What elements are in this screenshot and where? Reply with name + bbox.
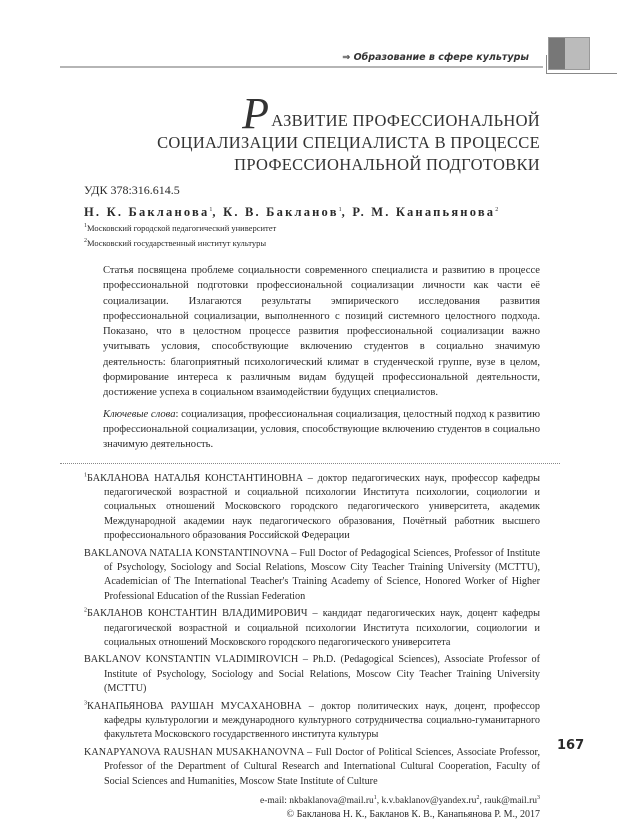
author-bios xyxy=(84,472,540,790)
bio-text: КАНАПЬЯНОВА РАУШАН МУСАХАНОВНА – доктор политических наук, доцент, профессор кафедры культурологии и международного культурного сотрудничества социально-гуманитарного факультета Московского государственного института культуры xyxy=(87,700,540,741)
section-header: ⇒ Образование в сфере культуры xyxy=(342,52,529,63)
author-name: К. В. Бакланов xyxy=(223,205,339,219)
author-bio xyxy=(84,700,540,743)
author-bio xyxy=(84,607,540,650)
aff-sup: 1 xyxy=(84,223,87,230)
author-sup: 1 xyxy=(209,206,213,213)
bio-text: BAKLANOVA NATALIA KONSTANTINOVNA – Full Doctor of Pedagogical Sciences, Professor of Institute of Psychology, Sociology and Social Relations, Moscow City Teacher Training University (MCTTU), Academician of The International Teacher's Training Academy of Science, Honored Worker of Higher Professional Education of the Russian Federation xyxy=(84,547,540,602)
title-line-2: СОЦИАЛИЗАЦИИ СПЕЦИАЛИСТА В ПРОЦЕССЕ xyxy=(157,133,540,152)
keywords-label: Ключевые слова xyxy=(103,408,176,420)
emails: e-mail: $nkbaklanova@mail.ru^1$, $k.v.baklanov@yandex.ru^2$, $rauk@mail.ru^3$ xyxy=(260,794,540,807)
email-link[interactable]: rauk@mail.ru xyxy=(484,796,537,807)
bio-sup: 1 xyxy=(84,472,87,479)
title-initial: Р xyxy=(242,89,270,138)
article-body xyxy=(84,182,540,822)
title-line-1 xyxy=(84,89,540,138)
aff-text: Московский городской педагогический университет xyxy=(87,223,277,233)
bio-text: БАКЛАНОВА НАТАЛЬЯ КОНСТАНТИНОВНА – доктор педагогических наук, профессор кафедры педагогической возрастной и социальной психологии Института психологии, социологии и социальных отношений Московского городского педагогического университета, академик Международной академии наук педагогического образования, Почётный работник высшего профессионального образования Российской Федерации xyxy=(87,472,540,542)
author-bio xyxy=(84,746,540,789)
authors: Н. К. Бакланова$^1$, К. В. Бакланов$^1$, Р. М. Канапьянова$^2$ xyxy=(84,205,499,219)
column-logo-icon xyxy=(548,37,590,70)
bio-sup: 3 xyxy=(84,700,87,707)
dotted-divider xyxy=(60,463,560,464)
article-title xyxy=(84,89,540,176)
bio-text: БАКЛАНОВ КОНСТАНТИН ВЛАДИМИРОВИЧ – кандидат педагогических наук, доцент кафедры педагогической возрастной и социальной психологии Института психологии, социологии и социальных отношений Московского городского педагогического университета xyxy=(87,608,540,649)
email-prefix: e-mail: xyxy=(260,796,290,807)
email-link[interactable]: k.v.baklanov@yandex.ru xyxy=(381,796,477,807)
author-sup: 2 xyxy=(495,206,499,213)
author-sup: 1 xyxy=(338,206,342,213)
author-name: Р. М. Канапьянова xyxy=(352,205,496,219)
author-bio xyxy=(84,547,540,605)
title-line-1-text: АЗВИТИЕ ПРОФЕССИОНАЛЬНОЙ xyxy=(271,111,540,130)
email-sup: 1 xyxy=(373,794,377,801)
copyright: © Бакланова Н. К., Бакланов К. В., Канапьянова Р. М., 2017 xyxy=(286,809,540,821)
page-number: 167 xyxy=(557,738,585,753)
affiliation xyxy=(84,221,540,236)
keywords-text: : социализация, профессиональная социализация, целостный подход к развитию профессиональной социализации, условия, способствующие включению студентов в социально значимую деятельность. xyxy=(103,408,540,451)
author-bio xyxy=(84,653,540,696)
aff-sup: 2 xyxy=(84,238,87,245)
aff-text: Московский государственный институт культуры xyxy=(87,238,267,248)
udk-code: УДК 378:316.614.5 xyxy=(84,183,180,197)
email-link[interactable]: nkbaklanova@mail.ru xyxy=(289,796,374,807)
bio-text: KANAPYANOVA RAUSHAN MUSAKHANOVNA – Full Doctor of Political Sciences, Associate Professor, Professor of the Department of Cultural Research and International Cultural Cooperation, Faculty of Social Sciences and Humanities, Moscow State Institute of Culture xyxy=(84,746,540,787)
author-bio xyxy=(84,472,540,544)
email-sup: 2 xyxy=(476,794,480,801)
keywords xyxy=(103,407,540,453)
abstract: Статья посвящена проблеме социальности современного специалиста и развитию в процессе профессиональной подготовки профессиональной социализации личности как части её социализации. Излагаются результаты эмпирического исследования развития профессиональной социализации, выполненного с позиций системного целостного подхода. Показано, что в целостном процессе развития профессиональной социализации важно учитывать условия, способствующие включению студентов в социально значимую деятельность: благоприятный психологический климат в студенческой группе, вузе в целом, формирование интереса к различным видам будущей профессиональной деятельности, достижение успеха в социальном взаимодействии будущих специалистов. xyxy=(103,265,540,399)
bio-sup: 2 xyxy=(84,607,87,614)
header-rule xyxy=(60,66,543,68)
affiliation xyxy=(84,236,540,251)
author-name: Н. К. Бакланова xyxy=(84,205,210,219)
bio-text: BAKLANOV KONSTANTIN VLADIMIROVICH – Ph.D. (Pedagogical Sciences), Associate Professor of Institute of Psychology, Sociology and Social Relations, Moscow City Teacher Training University (MCTTU) xyxy=(84,654,540,695)
title-line-3: ПРОФЕССИОНАЛЬНОЙ ПОДГОТОВКИ xyxy=(234,155,540,174)
email-sup: 3 xyxy=(537,794,540,801)
